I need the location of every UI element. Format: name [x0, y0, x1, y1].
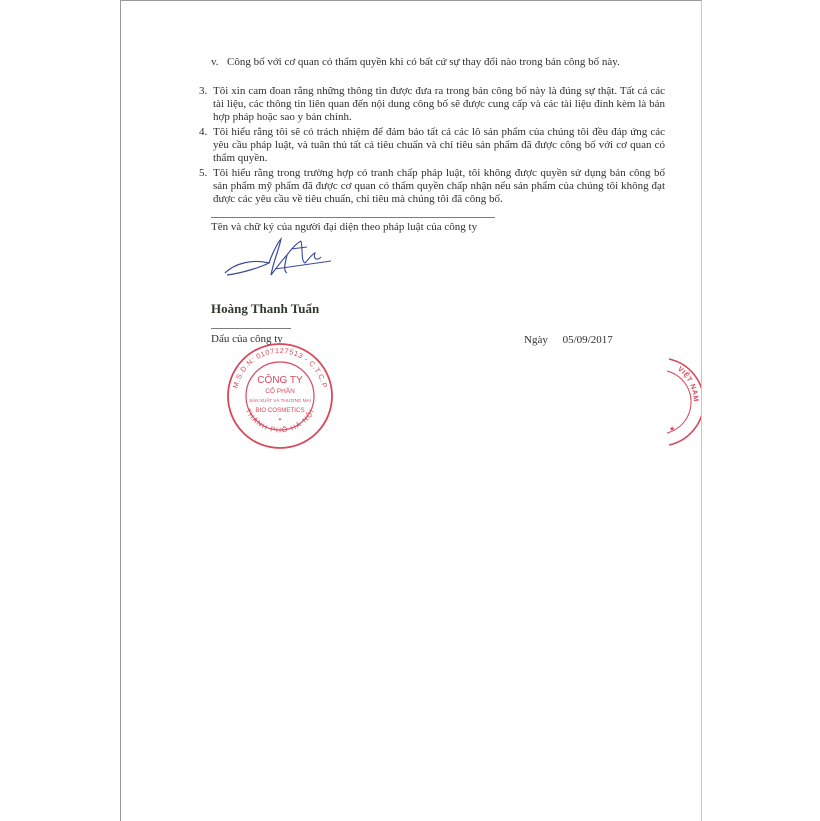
list-item	[213, 56, 665, 69]
item-marker: v.	[211, 56, 219, 68]
edge-stamp-text: VIỆT NAM	[676, 365, 699, 403]
signature-image	[221, 233, 341, 283]
signature-line	[211, 217, 495, 218]
item-marker: 3.	[199, 85, 208, 97]
signer-name: Hoàng Thanh Tuấn	[211, 301, 320, 316]
item-text: Tôi xin cam đoan rằng những thông tin được đưa ra trong bản công bố này là đúng sự thật. Tất cả các tài liệu, các thông tin liên quan đến nội dung công bố sẽ được cung cấp và các tài liệu đính kèm là bản hợp pháp hoặc sao y bản chính.	[213, 85, 665, 123]
company-stamp	[225, 341, 335, 451]
stamp-label: Dấu của công ty	[211, 333, 283, 345]
stamp-line3: SẢN XUẤT VÀ THƯƠNG MẠI	[249, 398, 311, 403]
stamp-line	[211, 328, 291, 329]
item-text: Công bố với cơ quan có thẩm quyền khi có bất cứ sự thay đổi nào trong bản công bố này.	[227, 56, 620, 68]
stamp-line1: CÔNG TY	[257, 375, 303, 386]
date-value: 05/09/2017	[562, 334, 613, 346]
stamp-line2: CỔ PHẦN	[265, 388, 295, 395]
list-item	[199, 85, 665, 124]
stamp-ring-text: M.S.D.N: 0107127513 - C.T.C.P	[230, 345, 330, 390]
list-item	[199, 126, 665, 165]
document-page	[120, 0, 702, 821]
svg-text:✦: ✦	[277, 417, 283, 423]
list-item	[199, 167, 665, 206]
svg-text:★: ★	[669, 426, 676, 433]
item-marker: 5.	[199, 167, 208, 179]
svg-text:VIỆT NAM	[676, 366, 699, 402]
stamp-ring-bottom: THÀNH PHỐ HÀ NỘI	[243, 407, 317, 435]
item-text: Tôi hiểu rằng trong trường hợp có tranh chấp pháp luật, tôi không được quyền sử dụng bản công bố sản phẩm mỹ phẩm đã được cơ quan có thẩm quyền chấp nhận nếu sản phẩm của chúng tôi không đạt được các yêu cầu về tiêu chuẩn, chỉ tiêu mà chúng tôi đã công bố.	[213, 167, 665, 205]
signature-label: Tên và chữ ký của người đại diện theo pháp luật của công ty	[211, 221, 478, 233]
date-field	[524, 334, 613, 346]
item-marker: 4.	[199, 126, 208, 138]
item-text: Tôi hiểu rằng tôi sẽ có trách nhiệm để đảm bảo tất cả các lô sản phẩm của chúng tôi đều đáp ứng các yêu cầu pháp luật, và tuân thủ tất cả tiêu chuẩn và chỉ tiêu sản phẩm đã được công bố với cơ quan có thẩm quyền.	[213, 126, 665, 164]
stamp-line4: BIO COSMETICS	[255, 407, 305, 414]
date-label: Ngày	[524, 334, 548, 346]
edge-stamp	[661, 357, 701, 447]
